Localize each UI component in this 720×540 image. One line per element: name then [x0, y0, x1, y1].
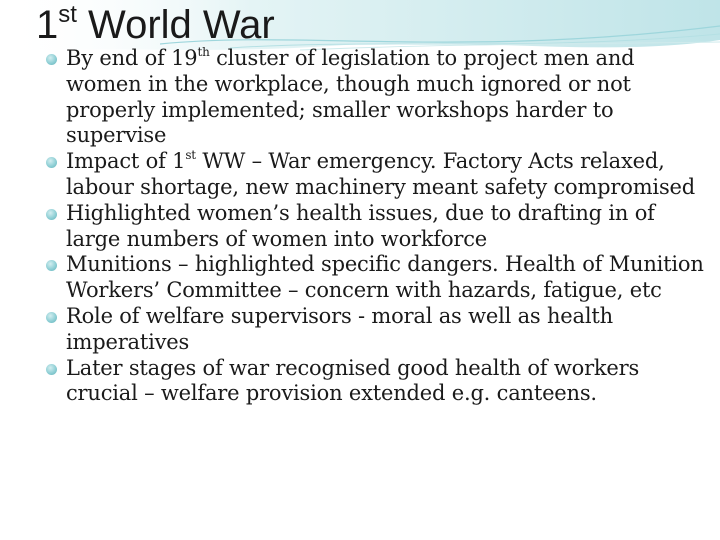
bullet-dot-icon: [46, 260, 57, 271]
bullet-text: WW – War emergency. Factory Acts relaxed, labour shortage, new machinery meant safety compromised: [66, 149, 695, 199]
bullet-dot-icon: [46, 157, 57, 168]
page-title: [36, 2, 275, 48]
bullet-dot-icon: [46, 312, 57, 323]
ordinal-suffix: th: [197, 45, 210, 59]
ordinal-suffix: st: [185, 148, 196, 163]
bullet-text: cluster of legislation to project men and women in the workplace, though much ignored or not properly implemented; smaller workshops harder to supervise: [66, 46, 635, 148]
bullet-item: [46, 201, 714, 253]
bullet-text: Role of welfare supervisors - moral as well as health imperatives: [66, 303, 613, 354]
bullet-text: Highlighted women’s health issues, due to drafting in of large numbers of women into workforce: [66, 200, 655, 251]
title-ordinal-suffix: st: [58, 1, 77, 28]
bullet-list: [46, 46, 714, 407]
title-number: 1: [36, 3, 59, 47]
bullet-dot-icon: [46, 364, 57, 375]
bullet-text: Munitions – highlighted specific dangers. Health of Munition Workers’ Committee – concern with hazards, fatigue, etc: [66, 252, 704, 303]
title-text: World War: [76, 3, 275, 47]
bullet-item: [46, 304, 714, 356]
bullet-text: Later stages of war recognised good health of workers crucial – welfare provision extended e.g. canteens.: [66, 355, 640, 406]
bullet-item: [46, 149, 714, 201]
bullet-dot-icon: [46, 209, 57, 220]
bullet-item: [46, 356, 714, 408]
bullet-item: [46, 252, 714, 304]
bullet-item: [46, 46, 714, 149]
bullet-dot-icon: [46, 54, 57, 65]
bullet-text: By end of 19: [66, 46, 198, 70]
bullet-text: Impact of 1: [66, 149, 186, 174]
